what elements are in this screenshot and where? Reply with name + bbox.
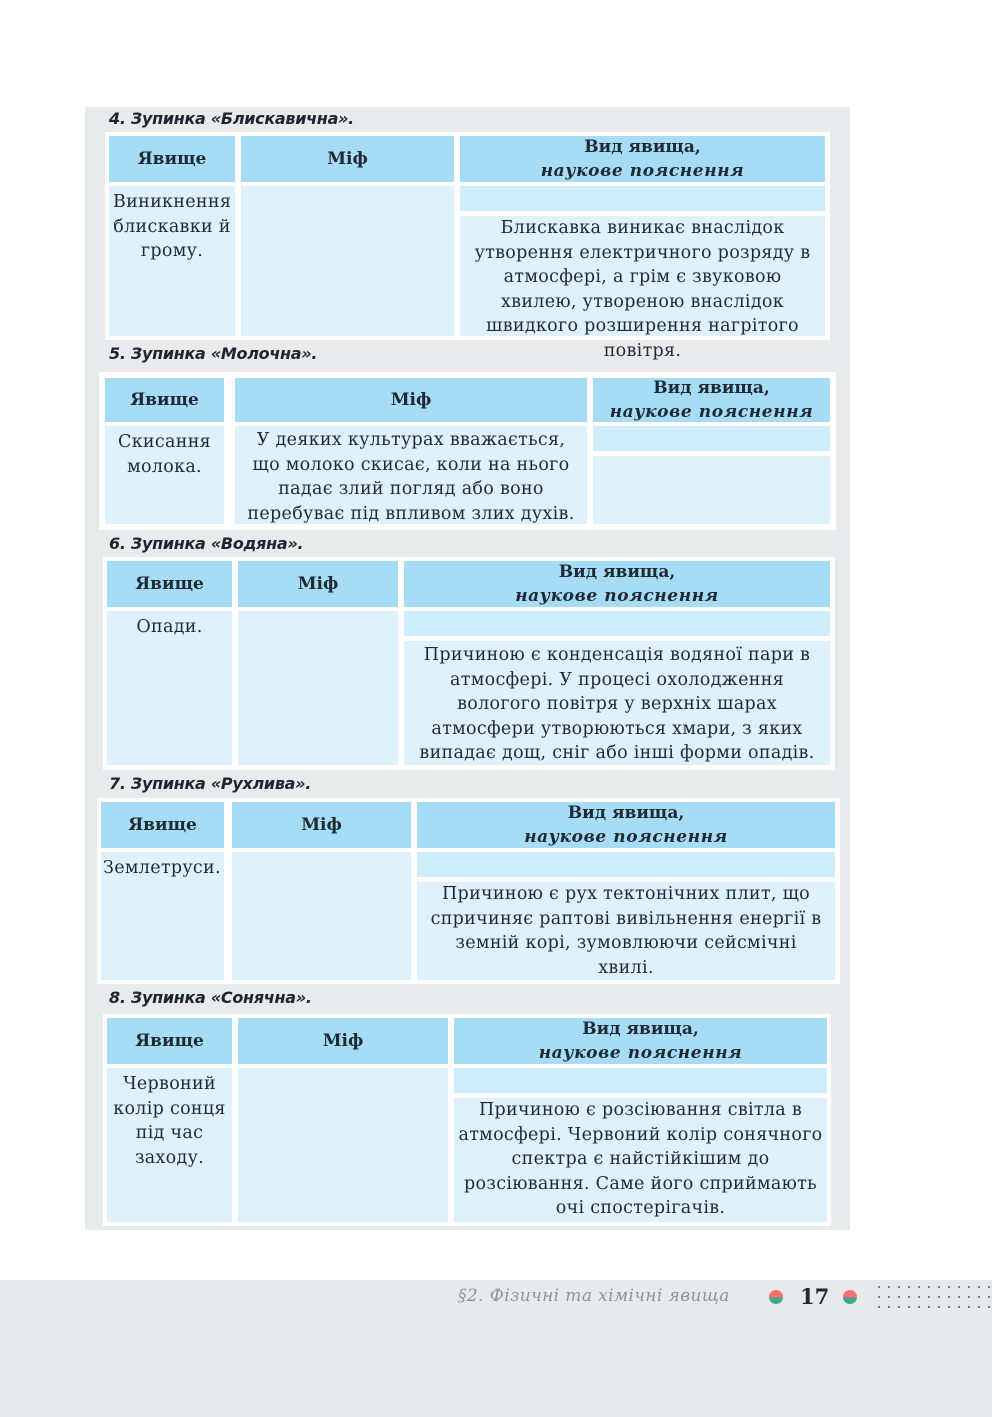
chapter-title: §2. Фізичні та хімічні явища [458, 1286, 730, 1306]
myth-cell[interactable] [232, 852, 411, 980]
header-explanation [417, 802, 835, 848]
table [97, 798, 840, 984]
header-phenomenon [101, 802, 224, 848]
header-explanation [454, 1018, 827, 1064]
myth-cell[interactable] [238, 1068, 448, 1222]
header-phenomenon [109, 136, 235, 182]
type-input-strip[interactable] [417, 852, 835, 877]
table [103, 1014, 831, 1226]
page-number: 17 [800, 1284, 830, 1309]
explanation-cell: Причиною є конденсація водяної пари в атмосфері. У процесі охолодження вологого повітря у верхніх шарах атмосфери утворюються хмари, з яких випадає дощ, сніг або інші форми опадів. [404, 641, 830, 765]
dot-icon [769, 1290, 783, 1304]
table [99, 372, 836, 530]
header-myth [235, 378, 587, 422]
header-label: Міф [327, 149, 368, 169]
dot-icon [843, 1290, 857, 1304]
header-label: Явище [135, 1031, 204, 1051]
phenomenon-cell: Виникнення блискавки й грому. [109, 186, 235, 336]
header-sublabel: наукове пояснення [524, 827, 728, 847]
header-label: Вид явища, [567, 803, 685, 823]
header-myth [241, 136, 454, 182]
header-label: Міф [297, 574, 339, 594]
header-label: Міф [301, 815, 342, 835]
myth-cell: У деяких культурах вважається, що молоко скисає, коли на нього падає злий погляд або воно перебуває під впливом злих духів. [235, 426, 587, 524]
section-title: 6. Зупинка «Водяна». [109, 534, 304, 553]
header-sublabel: наукове пояснення [538, 1043, 743, 1063]
phenomenon-cell: Землетруси. [101, 852, 224, 980]
header-phenomenon [107, 561, 232, 607]
explanation-cell: Блискавка виникає внаслідок утворення електричного розряду в атмосфері, а грім є звуковою хвилею, утвореною внаслідок швидкого розширення нагрітого повітря. [460, 216, 825, 336]
type-input-strip[interactable] [460, 186, 825, 211]
header-phenomenon [105, 378, 224, 422]
header-sublabel: наукове пояснення [540, 161, 745, 181]
header-myth [238, 1018, 448, 1064]
header-sublabel: наукове пояснення [515, 586, 719, 606]
header-label: Міф [390, 390, 432, 410]
table [103, 557, 835, 770]
explanation-cell[interactable] [593, 456, 830, 524]
section-8 [85, 986, 850, 1230]
type-input-strip[interactable] [454, 1068, 827, 1093]
section-7 [85, 772, 850, 986]
header-label: Вид явища, [653, 378, 770, 398]
type-input-strip[interactable] [404, 611, 830, 636]
header-label: Явище [128, 815, 197, 835]
header-label: Явище [135, 574, 204, 594]
phenomenon-cell: Опади. [107, 611, 232, 765]
header-label: Вид явища, [558, 562, 676, 582]
header-explanation [460, 136, 825, 182]
header-myth [238, 561, 398, 607]
header-myth [232, 802, 411, 848]
section-title: 8. Зупинка «Сонячна». [109, 988, 312, 1007]
header-explanation [593, 378, 830, 422]
header-label: Явище [137, 149, 207, 169]
header-label: Міф [322, 1031, 364, 1051]
myth-cell[interactable] [238, 611, 398, 765]
phenomenon-cell: Скисання молока. [105, 426, 224, 524]
section-title: 7. Зупинка «Рухлива». [109, 774, 312, 793]
myth-cell[interactable] [241, 186, 454, 336]
header-label: Вид явища, [582, 1019, 699, 1039]
explanation-cell: Причиною є рух тектонічних плит, що спричиняє раптові вивільнення енергії в земній корі, зумовлюючи сейсмічні хвилі. [417, 882, 835, 980]
section-title: 4. Зупинка «Блискавична». [109, 109, 354, 128]
header-label: Вид явища, [584, 137, 701, 157]
section-6 [85, 532, 850, 772]
section-5 [85, 342, 850, 532]
header-phenomenon [107, 1018, 232, 1064]
type-input-strip[interactable] [593, 426, 830, 451]
explanation-cell: Причиною є розсіювання світла в атмосфері. Червоний колір сонячного спектра є найстійкішим до розсіювання. Саме його сприймають очі спостерігачів. [454, 1098, 827, 1222]
dot-pattern-decoration [874, 1282, 992, 1312]
phenomenon-cell: Червоний колір сонця під час заходу. [107, 1068, 232, 1222]
section-title: 5. Зупинка «Молочна». [109, 344, 318, 363]
header-label: Явище [130, 390, 199, 410]
header-sublabel: наукове пояснення [609, 402, 814, 422]
header-explanation [404, 561, 830, 607]
